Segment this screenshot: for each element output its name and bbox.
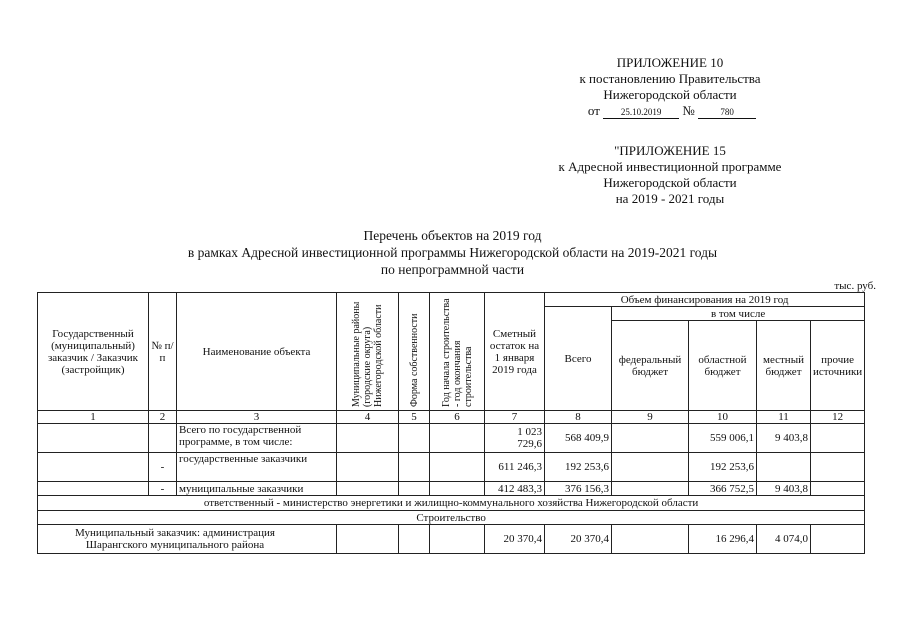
col-number: 3 — [177, 411, 337, 424]
cell-other — [811, 482, 865, 496]
col-number: 1 — [38, 411, 149, 424]
col-number: 9 — [612, 411, 689, 424]
appendix15-block — [535, 143, 805, 207]
section-row-responsible — [38, 496, 865, 511]
cell-local: 9 403,8 — [757, 424, 811, 453]
cell-empty — [337, 424, 399, 453]
cell-num: - — [149, 482, 177, 496]
cell-empty — [337, 453, 399, 482]
header-years: Год начала строительства - год окончания строительства — [440, 297, 474, 407]
number-label: № — [682, 103, 695, 118]
cell-balance: 611 246,3 — [485, 453, 545, 482]
decree-date: 25.10.2019 — [603, 107, 679, 119]
cell-balance: 20 370,4 — [485, 525, 545, 554]
col-number: 8 — [545, 411, 612, 424]
cell-federal — [612, 482, 689, 496]
col-number: 6 — [430, 411, 485, 424]
appendix15-title: "ПРИЛОЖЕНИЕ 15 — [614, 143, 726, 158]
col-number: 7 — [485, 411, 545, 424]
header-including: в том числе — [612, 307, 865, 321]
header-balance: Сметный остаток на 1 января 2019 года — [485, 293, 545, 411]
section-responsible: ответственный - министерство энергетики и жилищно-коммунального хозяйства Нижегородской области — [38, 496, 865, 511]
cell-empty — [399, 525, 430, 554]
table-row-state — [38, 453, 865, 482]
header-ownership: Форма собственности — [408, 313, 420, 407]
cell-name: Всего по государственной программе, в том числе: — [177, 424, 337, 453]
cell-empty — [399, 482, 430, 496]
cell-federal — [612, 525, 689, 554]
cell-regional: 366 752,5 — [689, 482, 757, 496]
cell-customer: Муниципальный заказчик: администрация Шарангского муниципального района — [38, 525, 337, 554]
funding-table — [37, 292, 865, 554]
cell-regional: 192 253,6 — [689, 453, 757, 482]
cell-regional: 16 296,4 — [689, 525, 757, 554]
cell-num: - — [149, 453, 177, 482]
cell-customer — [38, 453, 149, 482]
header-other: прочие источники — [811, 321, 865, 411]
col-number: 2 — [149, 411, 177, 424]
unit-label: тыс. руб. — [834, 280, 876, 292]
cell-empty — [430, 482, 485, 496]
cell-empty — [399, 453, 430, 482]
header-name: Наименование объекта — [177, 293, 337, 411]
table-row-total — [38, 424, 865, 453]
doc-title-line2: в рамках Адресной инвестиционной программы Нижегородской области на 2019-2021 годы — [187, 245, 718, 260]
cell-balance: 1 023 729,6 — [485, 424, 545, 453]
from-label: от — [587, 103, 600, 118]
cell-customer — [38, 424, 149, 453]
appendix10-title: ПРИЛОЖЕНИЕ 10 — [616, 55, 724, 70]
cell-other — [811, 424, 865, 453]
cell-total: 568 409,9 — [545, 424, 612, 453]
cell-total: 376 156,3 — [545, 482, 612, 496]
cell-local — [757, 453, 811, 482]
column-numbers-row — [38, 411, 865, 424]
appendix15-line3: Нижегородской области — [603, 175, 737, 190]
cell-name: государственные заказчики — [177, 453, 337, 482]
cell-total: 192 253,6 — [545, 453, 612, 482]
cell-federal — [612, 453, 689, 482]
cell-total: 20 370,4 — [545, 525, 612, 554]
doc-title-line3: по непрограммной части — [380, 262, 525, 277]
header-ownership-cell — [399, 293, 430, 411]
cell-num — [149, 424, 177, 453]
appendix15-line4: на 2019 - 2021 годы — [615, 191, 725, 206]
cell-empty — [337, 525, 399, 554]
col-number: 4 — [337, 411, 399, 424]
cell-federal — [612, 424, 689, 453]
cell-other — [811, 525, 865, 554]
cell-local: 4 074,0 — [757, 525, 811, 554]
header-districts-cell — [337, 293, 399, 411]
header-total: Всего — [545, 307, 612, 411]
header-funding: Объем финансирования на 2019 год — [545, 293, 865, 307]
cell-name: муниципальные заказчики — [177, 482, 337, 496]
table-row-municipal — [38, 482, 865, 496]
header-districts: Муниципальные районы (городские округа) Нижегородской области — [351, 301, 384, 407]
cell-regional: 559 006,1 — [689, 424, 757, 453]
table-row-sharanga — [38, 525, 865, 554]
cell-other — [811, 453, 865, 482]
col-number: 10 — [689, 411, 757, 424]
section-row-construction — [38, 511, 865, 525]
header-num: № п/п — [149, 293, 177, 411]
appendix10-date-line — [555, 103, 785, 119]
cell-customer — [38, 482, 149, 496]
cell-balance: 412 483,3 — [485, 482, 545, 496]
section-construction: Строительство — [38, 511, 865, 525]
cell-empty — [337, 482, 399, 496]
cell-empty — [430, 453, 485, 482]
appendix10-block — [555, 55, 785, 119]
appendix15-line2: к Адресной инвестиционной программе — [558, 159, 782, 174]
header-local: местный бюджет — [757, 321, 811, 411]
appendix10-line3: Нижегородской области — [603, 87, 737, 102]
header-federal: федеральный бюджет — [612, 321, 689, 411]
appendix10-line2: к постановлению Правительства — [579, 71, 761, 86]
cell-local: 9 403,8 — [757, 482, 811, 496]
decree-number: 780 — [698, 107, 756, 119]
cell-empty — [430, 424, 485, 453]
col-number: 12 — [811, 411, 865, 424]
header-years-cell — [430, 293, 485, 411]
col-number: 11 — [757, 411, 811, 424]
header-regional: областной бюджет — [689, 321, 757, 411]
col-number: 5 — [399, 411, 430, 424]
cell-empty — [399, 424, 430, 453]
doc-title-line1: Перечень объектов на 2019 год — [363, 228, 542, 243]
cell-empty — [430, 525, 485, 554]
header-customer: Государственный (муниципальный) заказчик / Заказчик (застройщик) — [38, 293, 149, 411]
